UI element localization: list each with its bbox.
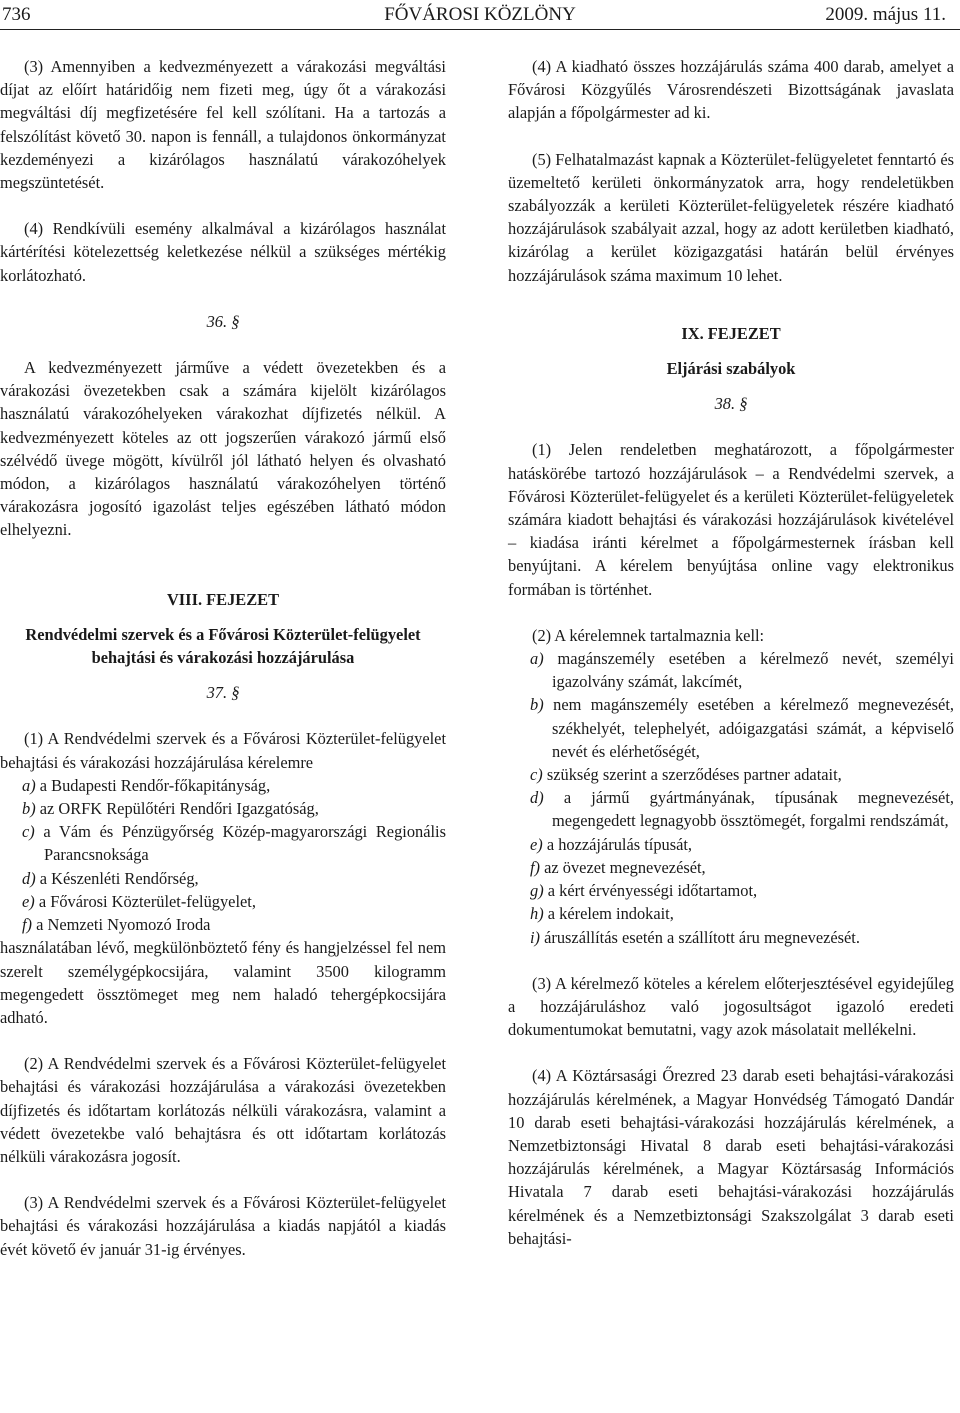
issue-date: 2009. május 11. xyxy=(825,4,946,25)
left-column xyxy=(0,55,446,1261)
list-item: c) a Vám és Pénzügyőrség Közép-magyarországi Regionális Parancsnoksága xyxy=(22,822,446,865)
list-item: f) a Nemzeti Nyomozó Iroda xyxy=(22,915,211,935)
requirements-list xyxy=(508,647,954,949)
paragraph: (4) Rendkívüli esemény alkalmával a kizárólagos használat kártérítési kötelezettség keletkezése nélkül a szükséges mértékig korlátozható. xyxy=(0,219,446,285)
chapter-heading: VIII. FEJEZET xyxy=(166,589,280,609)
list-item: e) a hozzájárulás típusát, xyxy=(530,834,693,854)
chapter-title: Eljárási szabályok xyxy=(666,359,796,379)
list-item: c) szükség szerint a szerződéses partner adatait, xyxy=(530,765,842,785)
paragraph: (1) Jelen rendeletben meghatározott, a főpolgármester hatáskörébe tartozó hozzájárulások – a Rendvédelmi szervek, a Fővárosi Közterület-felügyelet és a kerületi Közterület-felügyeletek számára kiadott behajtási és várakozási hozzájárulások kivételével – kiadása iránti kérelmet a főpolgármesternek írásban kell benyújtani. A kérelem benyújtása online vagy elektronikus formában is történhet. xyxy=(508,440,954,599)
paragraph: (3) A kérelmező köteles a kérelem előterjesztésével egyidejűleg a hozzájáruláshoz való jogosultságot igazoló eredeti dokumentumokat bemutatni, vagy azok másolatait mellékelni. xyxy=(508,973,954,1040)
section-number: 36. § xyxy=(206,311,240,331)
list-item: a) a Budapesti Rendőr-főkapitányság, xyxy=(22,775,271,795)
right-column xyxy=(508,55,954,1250)
paragraph: használatában lévő, megkülönböztető fény és hangjelzéssel fel nem szerelt személygépkocsijára, valamint 3500 kilogramm megengedett össztömeget meg nem haladó tehergépkocsijára adható. xyxy=(0,938,446,1027)
paragraph: (2) A kérelemnek tartalmaznia kell: xyxy=(532,625,765,645)
list-item: d) a jármű gyártmányának, típusának megnevezését, megengedett legnagyobb össztömegét, forgalmi rendszámát, xyxy=(530,788,954,831)
paragraph: (4) A kiadható összes hozzájárulás száma 400 darab, amelyet a Fővárosi Közgyűlés Városrendészeti Bizottságának javaslata alapján a főpolgármester ad ki. xyxy=(508,57,954,123)
list-item: b) az ORFK Repülőtéri Rendőri Igazgatóság, xyxy=(22,799,319,819)
journal-title: FŐVÁROSI KÖZLÖNY xyxy=(384,4,576,25)
paragraph: A kedvezményezett járműve a védett övezetekben és a várakozási övezetekben csak a számára kijelölt kizárólagos használatú várakozóhelyeken várakozhat díjfizetés nélkül. A kedvezményezett köteles az ott jogszerűen várakozó jármű első szélvédő üvege mögött, kívülről jól látható helyen és olvasható módon, a kizárólagos használatú várakozóhelyen történő várakozásra jogosító igazolást teljes egészében látható módon elhelyezni. xyxy=(0,358,446,540)
section-number: 38. § xyxy=(714,394,748,414)
list-item: b) nem magánszemély esetében a kérelmező megnevezését, székhelyét, telephelyét, adóigazgatási számát, a képviselő nevét és elérhetőségét, xyxy=(530,695,954,761)
authority-list xyxy=(0,774,446,936)
list-item: e) a Fővárosi Közterület-felügyelet, xyxy=(22,891,256,911)
list-item: g) a kért érvényességi időtartamot, xyxy=(530,881,758,901)
paragraph: (1) A Rendvédelmi szervek és a Fővárosi Közterület-felügyelet behajtási és várakozási hozzájárulása kérelemre xyxy=(0,729,446,772)
section-number: 37. § xyxy=(206,683,240,703)
paragraph: (5) Felhatalmazást kapnak a Közterület-felügyeletet fenntartó és üzemeltető kerületi önkormányzatok arra, hogy rendeletükben szabályozzák a kerületi Közterület-felügyeletek részére kiadható hozzájárulások szabályait azzal, hogy az adott kerületben kiadható, kizárólag a kerület közigazgatási határán belül érvényes hozzájárulások száma maximum 10 lehet. xyxy=(508,149,954,285)
paragraph: (3) A Rendvédelmi szervek és a Fővárosi Közterület-felügyelet behajtási és várakozási hozzájárulása a kiadás napjától a kiadás évét követő év január 31-ig érvényes. xyxy=(0,1193,446,1259)
list-item: a) magánszemély esetében a kérelmező nevét, személyi igazolvány számát, lakcímét, xyxy=(530,649,954,692)
page-number: 736 xyxy=(2,4,31,25)
chapter-title: Rendvédelmi szervek és a Fővárosi Közterület-felügyelet behajtási és várakozási hozzájárulása xyxy=(25,624,421,668)
chapter-heading: IX. FEJEZET xyxy=(681,323,781,343)
page-header xyxy=(0,0,960,28)
paragraph: (3) Amennyiben a kedvezményezett a várakozási megváltási díjat az előírt határidőig nem fizeti meg, úgy őt a várakozási megváltási díj megfizetésére fel kell szólítani. Ha a tartozás a felszólítást követő 30. napon is fennáll, a tulajdonos önkormányzat kezdeményezi a kizárólagos használatú várakozóhelyek megszüntetését. xyxy=(0,57,446,193)
list-item: i) áruszállítás esetén a szállított áru megnevezését. xyxy=(530,927,860,947)
paragraph: (4) A Köztársasági Őrezred 23 darab eseti behajtási-várakozási hozzájárulás kérelmének, a Magyar Honvédség Támogató Dandár 10 darab eseti behajtási-várakozási hozzájárulás kérelmének, a Nemzetbiztonsági Hivatal 8 darab eseti behajtási-várakozási hozzájárulás kérelmének, a Magyar Köztársaság Információs Hivatala 7 darab eseti behajtási-várakozási hozzájárulás kérelmének és a Nemzetbiztonsági Szakszolgálat 3 darab eseti behajtási- xyxy=(508,1066,954,1248)
header-rule xyxy=(0,29,960,30)
list-item: f) az övezet megnevezését, xyxy=(530,857,706,877)
paragraph: (2) A Rendvédelmi szervek és a Fővárosi Közterület-felügyelet behajtási és várakozási hozzájárulása a várakozási övezetekben díjfizetés és időtartam korlátozás nélküli várakozásra, valamint a védett övezetekbe való behajtásra és ott időtartam korlátozás nélküli várakozásra jogosít. xyxy=(0,1054,446,1166)
list-item: d) a Készenléti Rendőrség, xyxy=(22,868,199,888)
list-item: h) a kérelem indokait, xyxy=(530,904,674,924)
